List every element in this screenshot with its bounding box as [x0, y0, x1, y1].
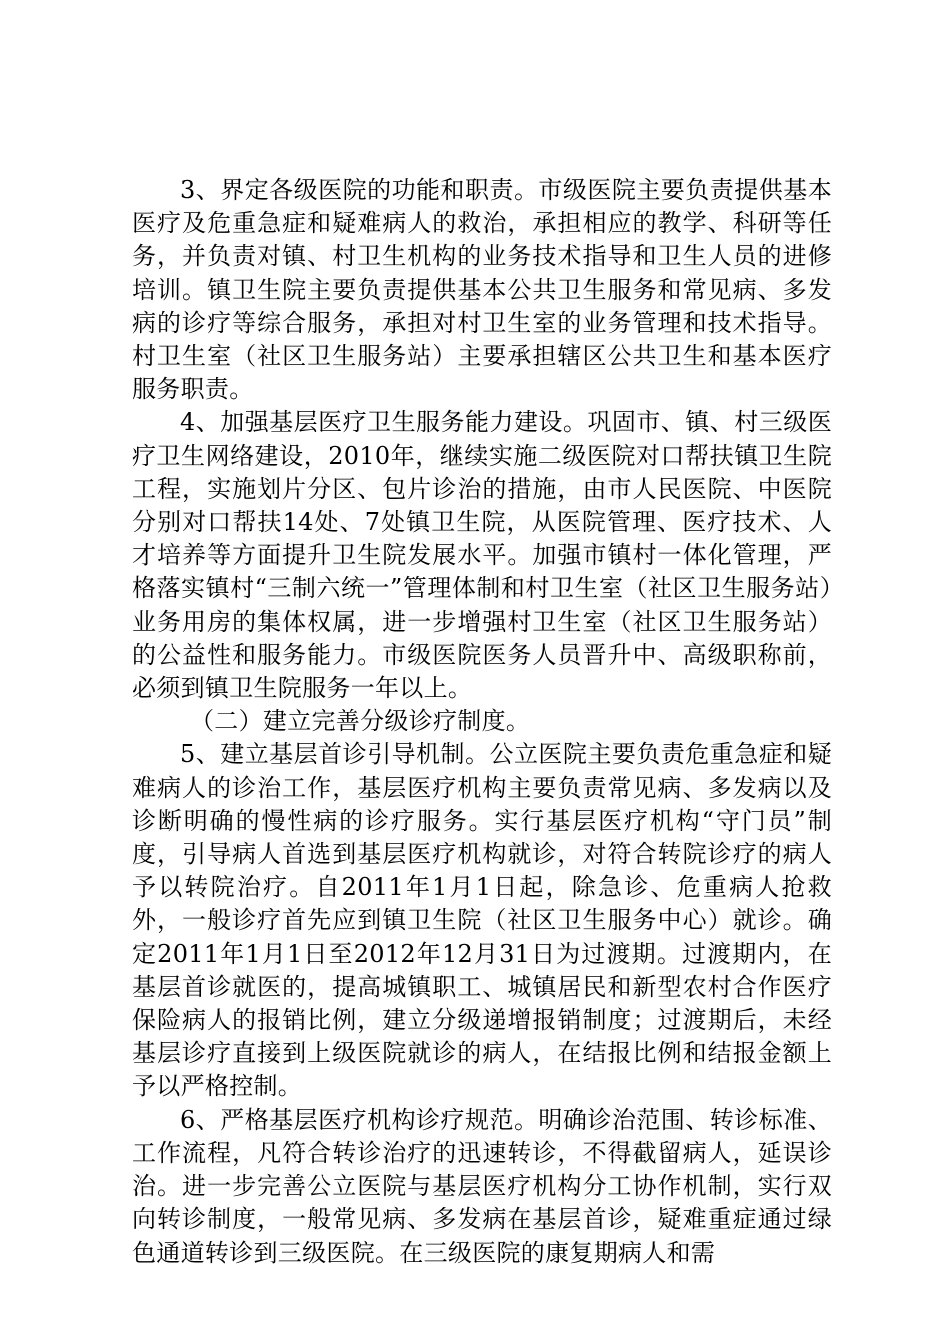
paragraph-4-primary-care-capacity: 4、加强基层医疗卫生服务能力建设。巩固市、镇、村三级医疗卫生网络建设，2010年，继续实施二级医院对口帮扶镇卫生院工程，实施划片分区、包片诊治的措施，由市人民医院、中医院分别对口帮扶14处、7处镇卫生院，从医院管理、医疗技术、人才培养等方面提升卫生院发展水平。加强市镇村一体化管理，严格落实镇村“三制六统一”管理体制和村卫生室（社区卫生服务站）业务用房的集体权属，进一步增强村卫生室（社区卫生服务站）的公益性和服务能力。市级医院医务人员晋升中、高级职称前，必须到镇卫生院服务一年以上。	[132, 408, 832, 703]
document-body	[132, 174, 832, 1270]
paragraph-5-first-visit-mechanism: 5、建立基层首诊引导机制。公立医院主要负责危重急症和疑难病人的诊治工作，基层医疗机构主要负责常见病、多发病以及诊断明确的慢性病的诊疗服务。实行基层医疗机构“守门员”制度，引导病人首选到基层医疗机构就诊，对符合转院诊疗的病人予以转院治疗。自2011年1月1日起，除急诊、危重病人抢救外，一般诊疗首先应到镇卫生院（社区卫生服务中心）就诊。确定2011年1月1日至2012年12月31日为过渡期。过渡期内，在基层首诊就医的，提高城镇职工、城镇居民和新型农村合作医疗保险病人的报销比例，建立分级递增报销制度；过渡期后，未经基层诊疗直接到上级医院就诊的病人，在结报比例和结报金额上予以严格控制。	[132, 740, 832, 1101]
paragraph-6-treatment-standards: 6、严格基层医疗机构诊疗规范。明确诊治范围、转诊标准、工作流程，凡符合转诊治疗的迅速转诊，不得截留病人，延误诊治。进一步完善公立医院与基层医疗机构分工协作机制，实行双向转诊制度，一般常见病、多发病在基层首诊，疑难重症通过绿色通道转诊到三级医院。在三级医院的康复期病人和需	[132, 1105, 832, 1267]
section-heading-tiered-treatment: （二）建立完善分级诊疗制度。	[190, 707, 531, 736]
paragraph-3-hospital-functions: 3、界定各级医院的功能和职责。市级医院主要负责提供基本医疗及危重急症和疑难病人的救治，承担相应的教学、科研等任务，并负责对镇、村卫生机构的业务技术指导和卫生人员的进修培训。镇卫生院主要负责提供基本公共卫生服务和常见病、多发病的诊疗等综合服务，承担对村卫生室的业务管理和技术指导。村卫生室（社区卫生服务站）主要承担辖区公共卫生和基本医疗服务职责。	[132, 176, 832, 404]
